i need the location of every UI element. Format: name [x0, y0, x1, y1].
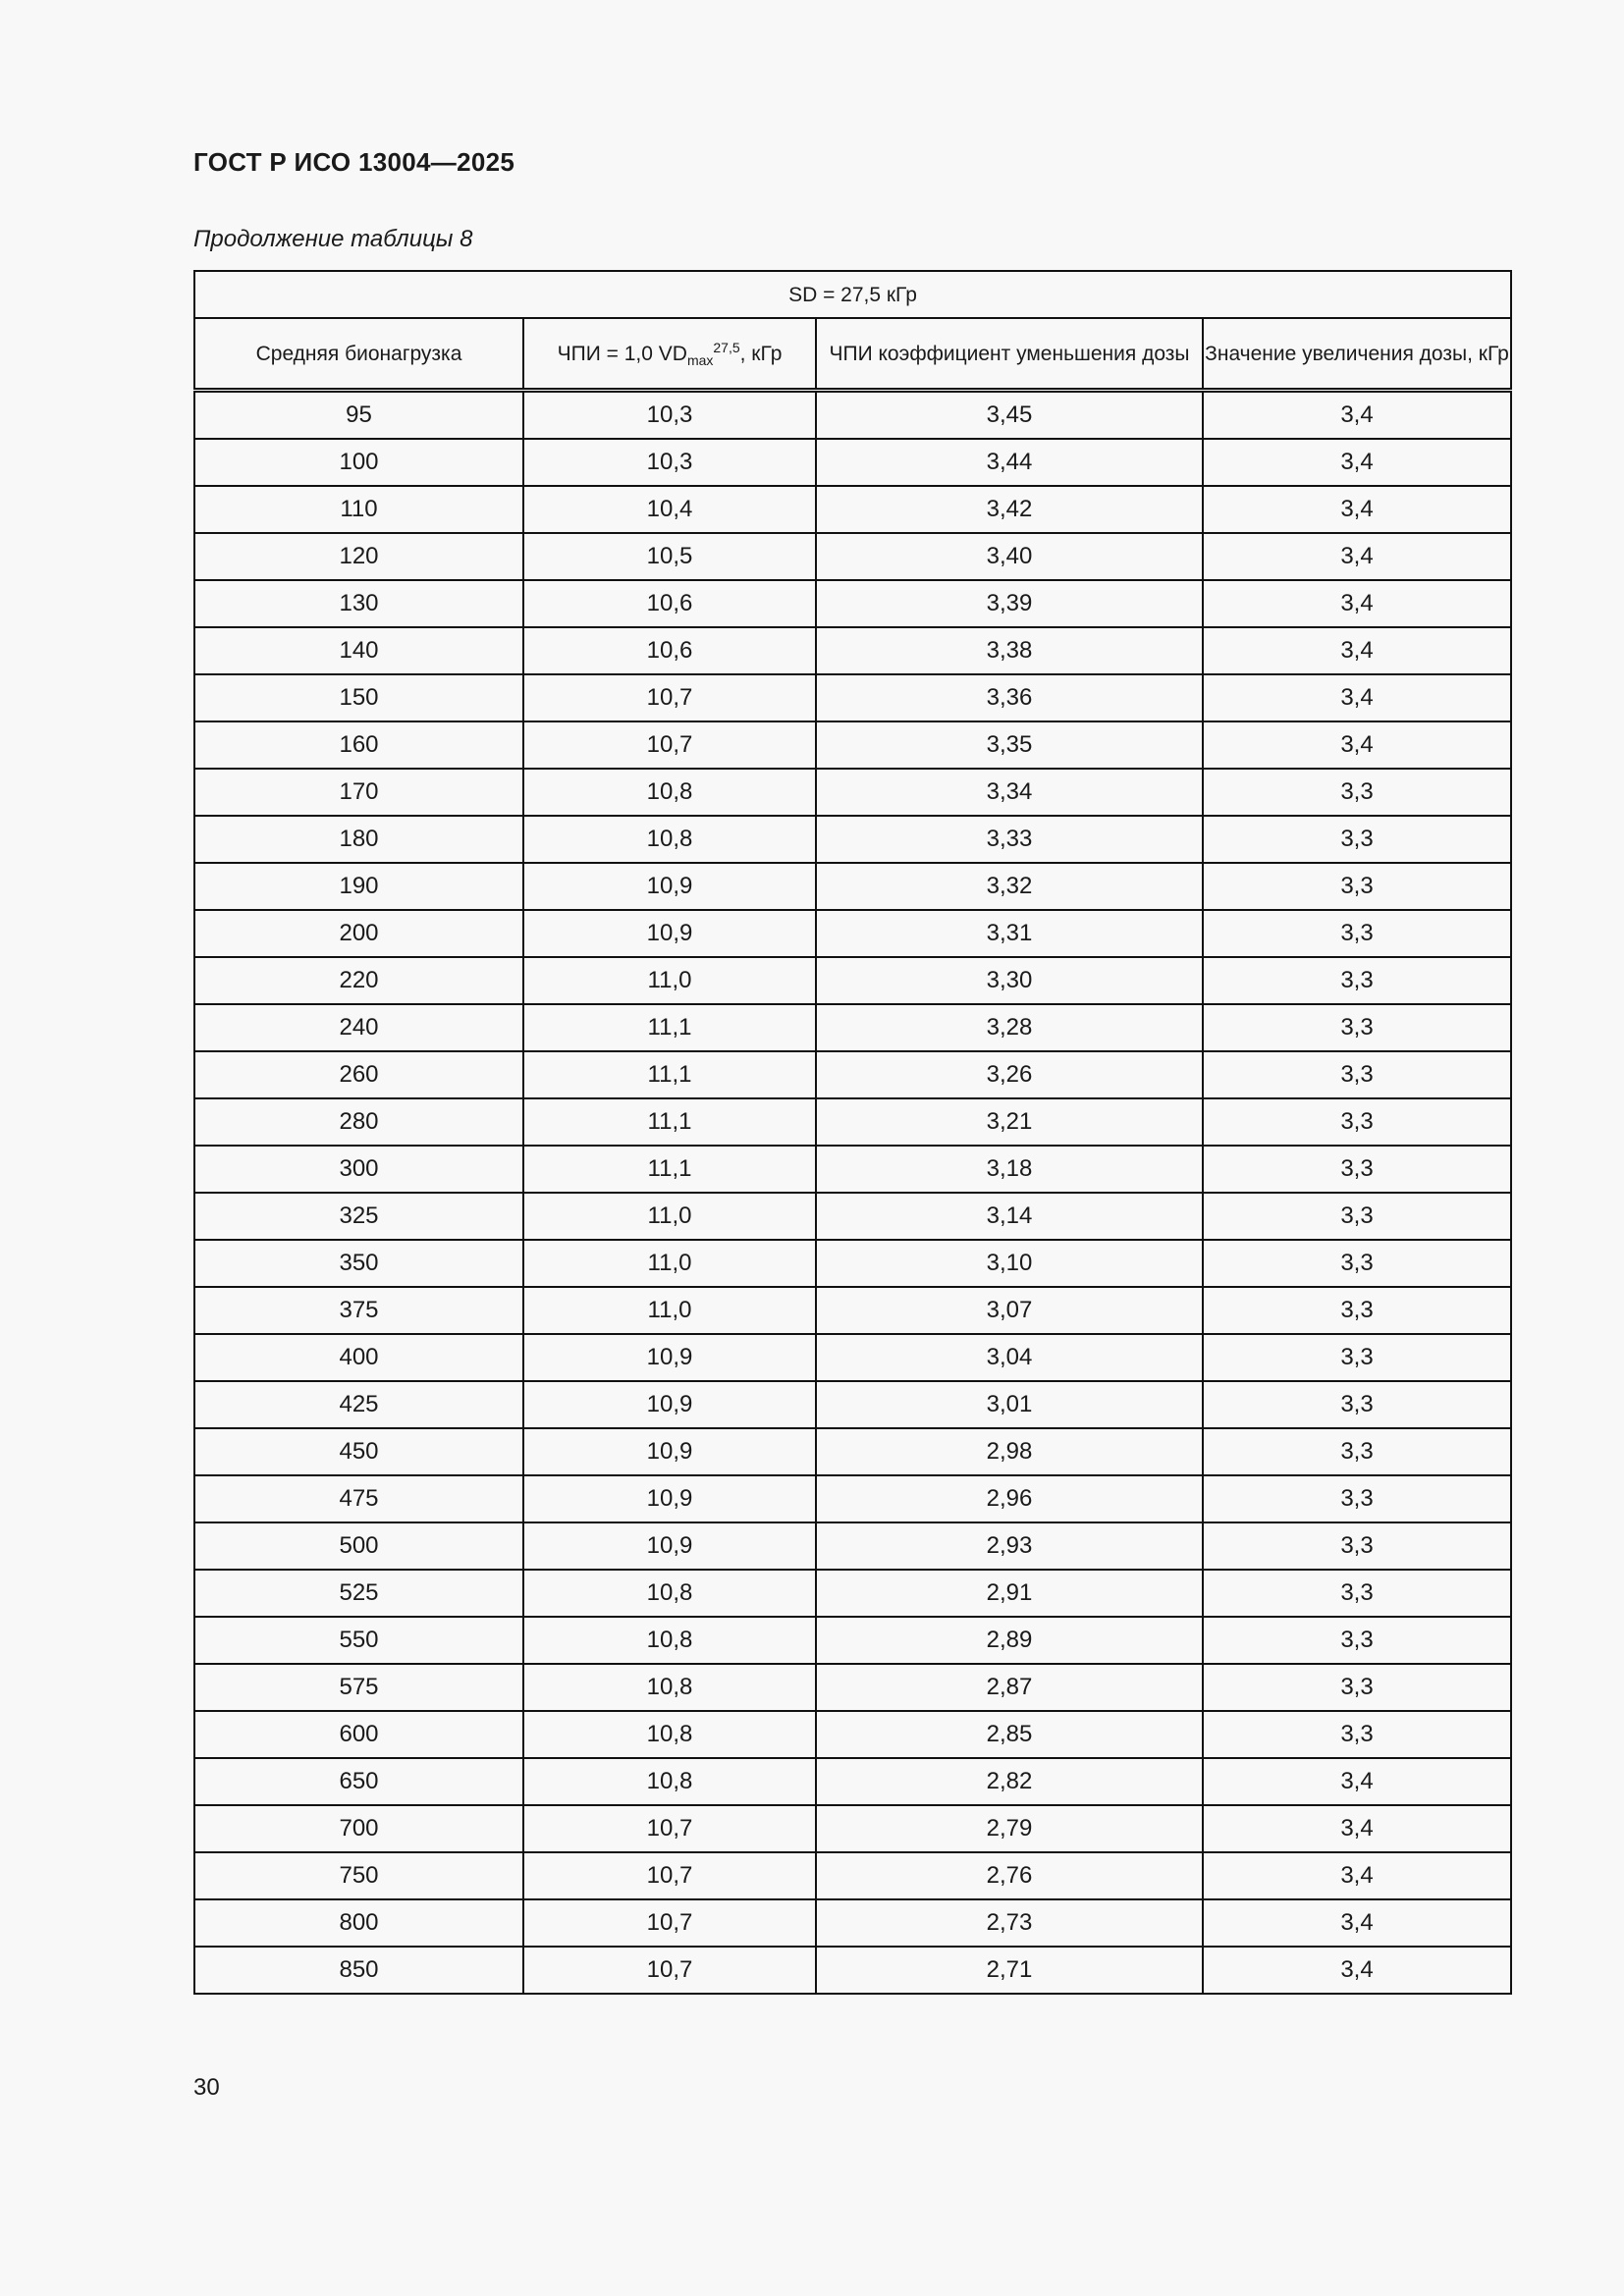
cell-dose-increment: 3,3: [1203, 1475, 1511, 1522]
data-table: [193, 270, 1512, 1995]
cell-dose-increment: 3,4: [1203, 486, 1511, 533]
cell-dose-increment: 3,3: [1203, 1570, 1511, 1617]
cell-dose-reduction: 2,85: [816, 1711, 1203, 1758]
cell-bioburden: 550: [194, 1617, 523, 1664]
cell-dose-reduction: 2,89: [816, 1617, 1203, 1664]
table-row: [194, 1146, 1511, 1193]
table-row: [194, 1805, 1511, 1852]
cell-bioburden: 120: [194, 533, 523, 580]
cell-bioburden: 150: [194, 674, 523, 721]
cell-bioburden: 575: [194, 1664, 523, 1711]
cell-vdmax: 10,9: [523, 1334, 816, 1381]
cell-dose-reduction: 3,30: [816, 957, 1203, 1004]
cell-dose-reduction: 2,93: [816, 1522, 1203, 1570]
cell-dose-increment: 3,3: [1203, 1098, 1511, 1146]
cell-dose-increment: 3,3: [1203, 1428, 1511, 1475]
cell-dose-increment: 3,3: [1203, 1287, 1511, 1334]
cell-bioburden: 525: [194, 1570, 523, 1617]
table-row: [194, 486, 1511, 533]
cell-bioburden: 475: [194, 1475, 523, 1522]
cell-vdmax: 10,9: [523, 863, 816, 910]
table-row: [194, 1947, 1511, 1994]
cell-dose-reduction: 2,87: [816, 1664, 1203, 1711]
cell-dose-reduction: 3,07: [816, 1287, 1203, 1334]
table-row: [194, 1004, 1511, 1051]
column-header-dose-increment: Значение увеличения дозы, кГр: [1203, 318, 1511, 391]
cell-vdmax: 10,3: [523, 439, 816, 486]
cell-dose-reduction: 3,34: [816, 769, 1203, 816]
cell-dose-increment: 3,4: [1203, 1947, 1511, 1994]
table-row: [194, 1051, 1511, 1098]
cell-bioburden: 650: [194, 1758, 523, 1805]
document-title: ГОСТ Р ИСО 13004—2025: [193, 147, 515, 177]
cell-bioburden: 130: [194, 580, 523, 627]
cell-dose-reduction: 3,28: [816, 1004, 1203, 1051]
cell-dose-reduction: 2,79: [816, 1805, 1203, 1852]
cell-vdmax: 10,3: [523, 391, 816, 440]
group-header-cell: SD = 27,5 кГр: [194, 271, 1511, 318]
cell-vdmax: 10,8: [523, 769, 816, 816]
cell-bioburden: 800: [194, 1899, 523, 1947]
table-row: [194, 1711, 1511, 1758]
cell-bioburden: 500: [194, 1522, 523, 1570]
table-row: [194, 816, 1511, 863]
cell-vdmax: 10,8: [523, 1758, 816, 1805]
cell-bioburden: 160: [194, 721, 523, 769]
cell-dose-reduction: 2,98: [816, 1428, 1203, 1475]
cell-dose-reduction: 2,91: [816, 1570, 1203, 1617]
table-row: [194, 1758, 1511, 1805]
cell-bioburden: 100: [194, 439, 523, 486]
table-row: [194, 769, 1511, 816]
cell-dose-reduction: 3,14: [816, 1193, 1203, 1240]
cell-dose-increment: 3,4: [1203, 674, 1511, 721]
cell-dose-increment: 3,3: [1203, 957, 1511, 1004]
cell-bioburden: 220: [194, 957, 523, 1004]
cell-dose-increment: 3,3: [1203, 1617, 1511, 1664]
cell-bioburden: 300: [194, 1146, 523, 1193]
vdmax-prefix: ЧПИ = 1,0 VD: [557, 342, 687, 365]
cell-bioburden: 700: [194, 1805, 523, 1852]
cell-vdmax: 10,4: [523, 486, 816, 533]
cell-dose-increment: 3,3: [1203, 910, 1511, 957]
cell-bioburden: 750: [194, 1852, 523, 1899]
cell-dose-reduction: 3,26: [816, 1051, 1203, 1098]
cell-dose-increment: 3,3: [1203, 1240, 1511, 1287]
table-row: [194, 627, 1511, 674]
table-row: [194, 1240, 1511, 1287]
column-header-bioburden: Средняя бионагрузка: [194, 318, 523, 391]
cell-bioburden: 190: [194, 863, 523, 910]
column-header-dose-reduction: ЧПИ коэффициент уменьшения дозы: [816, 318, 1203, 391]
table-row: [194, 1098, 1511, 1146]
cell-dose-reduction: 2,96: [816, 1475, 1203, 1522]
cell-dose-reduction: 3,21: [816, 1098, 1203, 1146]
cell-dose-reduction: 3,35: [816, 721, 1203, 769]
column-header-row: [194, 318, 1511, 391]
table-row: [194, 1381, 1511, 1428]
cell-dose-increment: 3,3: [1203, 1711, 1511, 1758]
cell-dose-reduction: 3,36: [816, 674, 1203, 721]
table-row: [194, 580, 1511, 627]
cell-dose-reduction: 2,71: [816, 1947, 1203, 1994]
column-header-vdmax: [523, 318, 816, 391]
cell-vdmax: 10,9: [523, 1381, 816, 1428]
cell-vdmax: 10,8: [523, 1617, 816, 1664]
cell-vdmax: 11,0: [523, 1240, 816, 1287]
cell-vdmax: 10,8: [523, 1664, 816, 1711]
cell-vdmax: 10,7: [523, 1947, 816, 1994]
cell-dose-reduction: 3,33: [816, 816, 1203, 863]
cell-bioburden: 240: [194, 1004, 523, 1051]
cell-dose-increment: 3,4: [1203, 580, 1511, 627]
cell-dose-reduction: 3,04: [816, 1334, 1203, 1381]
cell-dose-increment: 3,4: [1203, 721, 1511, 769]
cell-vdmax: 11,0: [523, 957, 816, 1004]
table-row: [194, 1334, 1511, 1381]
cell-dose-increment: 3,4: [1203, 627, 1511, 674]
cell-dose-reduction: 3,31: [816, 910, 1203, 957]
cell-bioburden: 375: [194, 1287, 523, 1334]
cell-dose-reduction: 3,38: [816, 627, 1203, 674]
table-row: [194, 1522, 1511, 1570]
cell-vdmax: 10,7: [523, 1899, 816, 1947]
cell-vdmax: 10,6: [523, 580, 816, 627]
cell-vdmax: 11,1: [523, 1098, 816, 1146]
cell-dose-increment: 3,3: [1203, 1051, 1511, 1098]
cell-dose-increment: 3,3: [1203, 1004, 1511, 1051]
cell-bioburden: 600: [194, 1711, 523, 1758]
cell-vdmax: 10,9: [523, 1522, 816, 1570]
table-row: [194, 391, 1511, 440]
cell-bioburden: 350: [194, 1240, 523, 1287]
cell-bioburden: 400: [194, 1334, 523, 1381]
cell-vdmax: 11,0: [523, 1287, 816, 1334]
cell-bioburden: 140: [194, 627, 523, 674]
cell-vdmax: 10,7: [523, 1805, 816, 1852]
cell-dose-increment: 3,4: [1203, 533, 1511, 580]
table-row: [194, 721, 1511, 769]
cell-dose-increment: 3,3: [1203, 769, 1511, 816]
cell-vdmax: 11,1: [523, 1004, 816, 1051]
cell-dose-increment: 3,3: [1203, 863, 1511, 910]
cell-vdmax: 10,5: [523, 533, 816, 580]
cell-dose-reduction: 2,73: [816, 1899, 1203, 1947]
table-row: [194, 1287, 1511, 1334]
vdmax-superscript: 27,5: [713, 339, 740, 355]
cell-dose-increment: 3,3: [1203, 1381, 1511, 1428]
cell-dose-increment: 3,3: [1203, 1664, 1511, 1711]
cell-dose-reduction: 3,45: [816, 391, 1203, 440]
cell-vdmax: 10,8: [523, 1711, 816, 1758]
cell-bioburden: 325: [194, 1193, 523, 1240]
cell-vdmax: 11,0: [523, 1193, 816, 1240]
cell-dose-reduction: 3,42: [816, 486, 1203, 533]
table-row: [194, 1570, 1511, 1617]
cell-dose-increment: 3,4: [1203, 1852, 1511, 1899]
cell-vdmax: 10,8: [523, 816, 816, 863]
table-row: [194, 1475, 1511, 1522]
cell-bioburden: 170: [194, 769, 523, 816]
cell-vdmax: 10,9: [523, 1428, 816, 1475]
cell-vdmax: 10,7: [523, 1852, 816, 1899]
cell-dose-reduction: 3,10: [816, 1240, 1203, 1287]
cell-vdmax: 10,9: [523, 1475, 816, 1522]
cell-vdmax: 11,1: [523, 1051, 816, 1098]
cell-vdmax: 10,7: [523, 674, 816, 721]
cell-bioburden: 260: [194, 1051, 523, 1098]
cell-dose-increment: 3,4: [1203, 1805, 1511, 1852]
cell-bioburden: 200: [194, 910, 523, 957]
table-row: [194, 1664, 1511, 1711]
cell-dose-increment: 3,3: [1203, 1146, 1511, 1193]
table-row: [194, 1852, 1511, 1899]
cell-dose-reduction: 3,40: [816, 533, 1203, 580]
table-caption: Продолжение таблицы 8: [193, 226, 473, 252]
table-row: [194, 863, 1511, 910]
cell-dose-increment: 3,3: [1203, 1193, 1511, 1240]
table-row: [194, 439, 1511, 486]
cell-vdmax: 10,9: [523, 910, 816, 957]
table-row: [194, 1617, 1511, 1664]
cell-dose-reduction: 3,32: [816, 863, 1203, 910]
table-body: [194, 391, 1511, 1995]
table-row: [194, 533, 1511, 580]
cell-dose-increment: 3,4: [1203, 439, 1511, 486]
cell-dose-increment: 3,3: [1203, 1334, 1511, 1381]
table-container: [193, 270, 1510, 1995]
table-row: [194, 1193, 1511, 1240]
page-number: 30: [193, 2074, 220, 2101]
cell-dose-increment: 3,4: [1203, 1899, 1511, 1947]
cell-bioburden: 850: [194, 1947, 523, 1994]
cell-dose-reduction: 2,76: [816, 1852, 1203, 1899]
cell-dose-increment: 3,3: [1203, 1522, 1511, 1570]
cell-vdmax: 10,7: [523, 721, 816, 769]
cell-dose-reduction: 3,01: [816, 1381, 1203, 1428]
table-row: [194, 674, 1511, 721]
vdmax-subscript: max: [686, 351, 714, 368]
cell-dose-reduction: 3,44: [816, 439, 1203, 486]
cell-bioburden: 425: [194, 1381, 523, 1428]
table-row: [194, 1428, 1511, 1475]
cell-bioburden: 110: [194, 486, 523, 533]
cell-dose-reduction: 3,39: [816, 580, 1203, 627]
table-row: [194, 1899, 1511, 1947]
vdmax-suffix: , кГр: [739, 342, 783, 365]
cell-dose-reduction: 2,82: [816, 1758, 1203, 1805]
cell-bioburden: 95: [194, 391, 523, 440]
cell-bioburden: 180: [194, 816, 523, 863]
table-row: [194, 910, 1511, 957]
cell-bioburden: 450: [194, 1428, 523, 1475]
cell-dose-increment: 3,3: [1203, 816, 1511, 863]
cell-vdmax: 10,8: [523, 1570, 816, 1617]
table-row: [194, 957, 1511, 1004]
cell-vdmax: 10,6: [523, 627, 816, 674]
cell-vdmax: 11,1: [523, 1146, 816, 1193]
cell-dose-increment: 3,4: [1203, 391, 1511, 440]
cell-dose-increment: 3,4: [1203, 1758, 1511, 1805]
cell-dose-reduction: 3,18: [816, 1146, 1203, 1193]
group-header-row: [194, 271, 1511, 318]
cell-bioburden: 280: [194, 1098, 523, 1146]
